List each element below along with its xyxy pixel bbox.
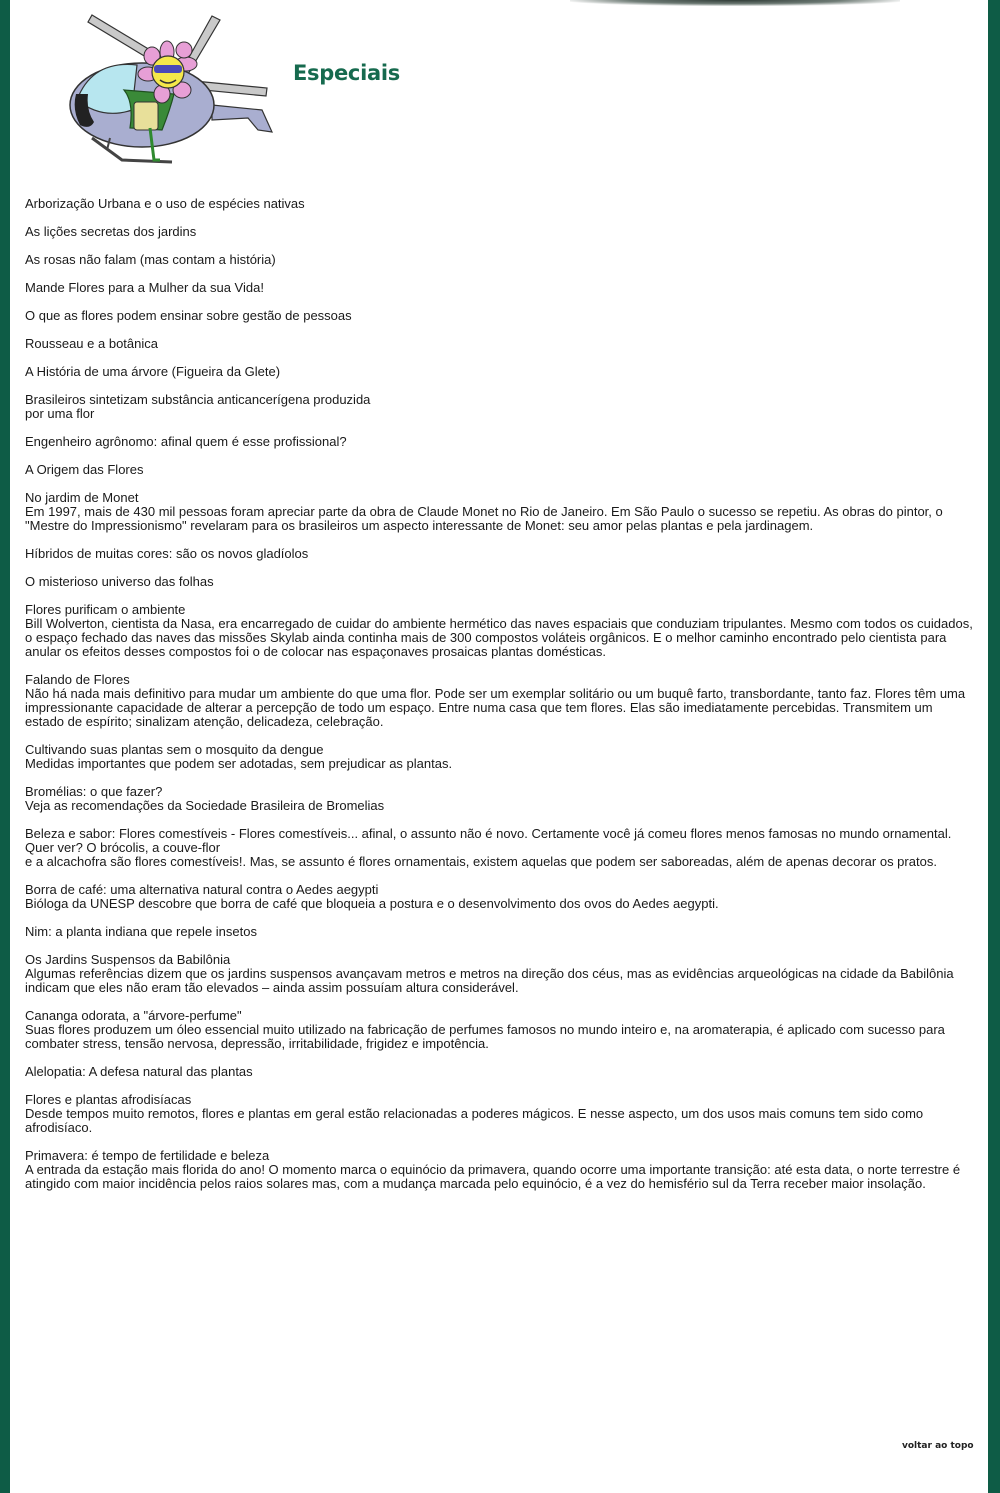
article-description: e a alcachofra são flores comestíveis!. Mas, se assunto é flores ornamentais, existem aquelas que podem ser saboreadas, além de apenas decorar os pratos. [25, 854, 937, 869]
article-description: Veja as recomendações da Sociedade Brasileira de Bromelias [25, 798, 385, 813]
article-title-link[interactable]: Cultivando suas plantas sem o mosquito da dengue [25, 742, 324, 757]
content-page [10, 0, 988, 1493]
list-item [25, 1149, 973, 1191]
back-to-top-link[interactable]: voltar ao topo [902, 1441, 974, 1451]
article-title-link[interactable]: Borra de café: uma alternativa natural contra o Aedes aegypti [25, 882, 379, 897]
list-item [25, 253, 973, 267]
article-title-link[interactable]: Flores purificam o ambiente [25, 602, 186, 617]
list-item [25, 197, 973, 211]
article-description: Desde tempos muito remotos, flores e plantas em geral estão relacionadas a poderes mágicos. E nesse aspecto, um dos usos mais comuns tem sido como afrodisíaco. [25, 1106, 924, 1135]
article-list [25, 197, 973, 1205]
list-item [25, 743, 973, 771]
article-description: Medidas importantes que podem ser adotadas, sem prejudicar as plantas. [25, 756, 453, 771]
article-title-link[interactable]: O que as flores podem ensinar sobre gestão de pessoas [25, 308, 352, 323]
article-description: Suas flores produzem um óleo essencial muito utilizado na fabricação de perfumes famosos no mundo inteiro e, na aromaterapia, é aplicado com sucesso para combater stress, tensão nervosa, depressão, irritabilidade, frigidez e impotência. [25, 1022, 945, 1051]
list-item [25, 883, 973, 911]
article-title-link[interactable]: Nim: a planta indiana que repele insetos [25, 924, 257, 939]
article-description: Bill Wolverton, cientista da Nasa, era encarregado de cuidar do ambiente hermético das naves espaciais que conduziam tripulantes. Mesmo com todos os cuidados, o espaço fechado das naves das missões Skylab ainda continha mais de 300 compostos voláteis orgânicos. E o melhor caminho encontrado pelo cientista para anular os efeitos desses compostos foi o de colocar nas espaçonaves prosaicas plantas domésticas. [25, 616, 973, 659]
list-item [25, 1093, 973, 1135]
article-title-link[interactable]: Falando de Flores [25, 672, 130, 687]
article-title-link[interactable]: Híbridos de muitas cores: são os novos gladíolos [25, 546, 309, 561]
list-item [25, 1009, 973, 1051]
article-title-link[interactable]: As lições secretas dos jardins [25, 224, 197, 239]
article-title-link[interactable]: Engenheiro agrônomo: afinal quem é esse profissional? [25, 434, 347, 449]
list-item [25, 575, 973, 589]
article-title-link[interactable]: Os Jardins Suspensos da Babilônia [25, 952, 231, 967]
article-description: Algumas referências dizem que os jardins suspensos avançavam metros e metros na direção dos céus, mas as evidências arqueológicas na cidade da Babilônia indicam que eles não eram tão elevados – ainda assim possuíam altura considerável. [25, 966, 954, 995]
article-description: Bióloga da UNESP descobre que borra de café que bloqueia a postura e o desenvolvimento dos ovos do Aedes aegypti. [25, 896, 719, 911]
article-title-link[interactable]: Flores e plantas afrodisíacas [25, 1092, 192, 1107]
list-item [25, 1065, 973, 1079]
article-title-link[interactable]: No jardim de Monet [25, 490, 139, 505]
list-item [25, 785, 973, 813]
list-item [25, 673, 973, 729]
article-title-link[interactable]: Brasileiros sintetizam substância anticancerígena produzida por uma flor [25, 392, 371, 421]
list-item [25, 309, 973, 323]
list-item [25, 925, 973, 939]
article-title-link[interactable]: A Origem das Flores [25, 462, 144, 477]
list-item [25, 953, 973, 995]
list-item [25, 491, 973, 533]
article-title-link[interactable]: Alelopatia: A defesa natural das plantas [25, 1064, 253, 1079]
article-title-link[interactable]: A História de uma árvore (Figueira da Glete) [25, 364, 281, 379]
article-description: Não há nada mais definitivo para mudar um ambiente do que uma flor. Pode ser um exemplar solitário ou um buquê farto, transbordante, tanto faz. Flores têm uma impressionante capacidade de alterar a percepção de todo um espaço. Entre numa casa que tem flores. Elas são imediatamente percebidas. Transmitem um estado de espírito; sinalizam atenção, delicadeza, celebração. [25, 686, 966, 729]
list-item [25, 463, 973, 477]
article-description: Em 1997, mais de 430 mil pessoas foram apreciar parte da obra de Claude Monet no Rio de Janeiro. Em São Paulo o sucesso se repetiu. As obras do pintor, o "Mestre do Impressionismo" revelaram para os brasileiros um aspecto interessante de Monet: seu amor pelas plantas e pela jardinagem. [25, 504, 943, 533]
article-title-link[interactable]: Beleza e sabor: Flores comestíveis - Flores comestíveis... afinal, o assunto não é novo. Certamente você já comeu flores menos famosas no mundo ornamental. Quer ver? O brócolis, a couve-flor [25, 826, 952, 855]
flower-pilot-helicopter-icon [62, 10, 277, 168]
list-item [25, 337, 973, 351]
page-title: Especiais [293, 61, 400, 85]
article-title-link[interactable]: O misterioso universo das folhas [25, 574, 214, 589]
article-title-link[interactable]: Primavera: é tempo de fertilidade e beleza [25, 1148, 270, 1163]
article-title-link[interactable]: Cananga odorata, a "árvore-perfume" [25, 1008, 242, 1023]
article-title-link[interactable]: Arborização Urbana e o uso de espécies nativas [25, 196, 305, 211]
article-title-link[interactable]: Rousseau e a botânica [25, 336, 158, 351]
article-description: A entrada da estação mais florida do ano! O momento marca o equinócio da primavera, quando ocorre uma importante transição: até esta data, o norte terrestre é atingido com maior incidência pelos raios solares mas, com a mudança marcada pelo equinócio, é a vez do hemisfério sul da Terra receber maior insolação. [25, 1162, 961, 1191]
list-item [25, 281, 973, 295]
list-item [25, 547, 973, 561]
top-shadow-decoration [570, 0, 900, 6]
article-title-link[interactable]: As rosas não falam (mas contam a história) [25, 252, 276, 267]
list-item [25, 393, 973, 421]
list-item [25, 365, 973, 379]
list-item [25, 827, 973, 869]
list-item [25, 435, 973, 449]
list-item [25, 225, 973, 239]
list-item [25, 603, 973, 659]
article-title-link[interactable]: Bromélias: o que fazer? [25, 784, 163, 799]
article-title-link[interactable]: Mande Flores para a Mulher da sua Vida! [25, 280, 264, 295]
